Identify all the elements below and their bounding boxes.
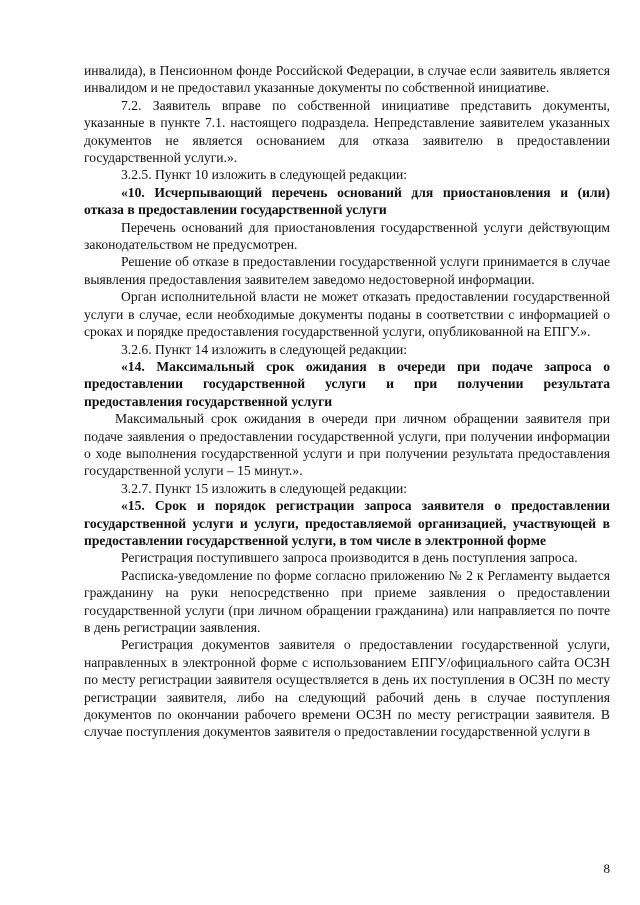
paragraph-electronic-registration: Регистрация документов заявителя о предоставлении государственной услуги, направленных в электронной форме с использованием ЕПГУ/официального сайта ОСЗН по месту регистрации заявителя осуществляется в день их поступления в ОСЗН по месту регистрации заявителя, либо на следующий рабочий день в случае поступления документов по окончании рабочего времени ОСЗН по месту регистрации заявителя. В случае поступления документов заявителя о предоставлении государственной услуги в [84, 637, 610, 740]
paragraph-grounds-suspension: Перечень оснований для приостановления государственной услуги действующим законодательством не предусмотрен. [84, 219, 610, 253]
paragraph-authority-cannot-refuse: Орган исполнительной власти не может отказать предоставлении государственной услуги в случае, если необходимые документы поданы в соответствии с информацией о сроках и порядке предоставления государственной услуги, опубликованной на ЕПГУ.». [84, 289, 610, 340]
paragraph-3-2-6: 3.2.6. Пункт 14 изложить в следующей редакции: [121, 341, 408, 357]
heading-item-10: «10. Исчерпывающий перечень оснований для приостановления и (или) отказа в предоставлении государственной услуги [84, 184, 610, 218]
paragraph-3-2-7: 3.2.7. Пункт 15 изложить в следующей редакции: [121, 480, 408, 496]
paragraph-3-2-5: 3.2.5. Пункт 10 изложить в следующей редакции: [121, 167, 408, 183]
paragraph-refusal-decision: Решение об отказе в предоставлении государственной услуги принимается в случае выявления предоставления заявителем заведомо недостоверной информации. [84, 254, 610, 287]
heading-item-15: «15. Срок и порядок регистрации запроса заявителя о предоставлении государственной услуги и услуги, предоставляемой организацией, участвующей в предоставлении государственной услуги, в том числе в электронной форме [84, 498, 610, 548]
page-number: 8 [603, 860, 610, 876]
heading-item-14: «14. Максимальный срок ожидания в очереди при подаче запроса о предоставлении государственной услуги и при получении результата предоставления государственной услуги [84, 358, 610, 409]
paragraph-continuation: инвалида), в Пенсионном фонде Российской Федерации, в случае если заявитель является инвалидом и не предоставил указанные документы по собственной инициативе. [84, 63, 610, 96]
paragraph-receipt-notice: Расписка-уведомление по форме согласно приложению № 2 к Регламенту выдается гражданину на руки непосредственно при приеме заявления о предоставлении государственной услуги (при личном обращении гражданина) или направляется по почте в день регистрации заявления. [84, 567, 610, 635]
paragraph-7-2: 7.2. Заявитель вправе по собственной инициативе представить документы, указанные в пункте 7.1. настоящего подраздела. Непредставление заявителем указанных документов не является основанием для отказа заявителю в предоставлении государственной услуги.». [84, 97, 610, 166]
paragraph-max-waiting-time: Максимальный срок ожидания в очереди при личном обращении заявителя при подаче заявления о предоставлении государственной услуги, при получении информации о ходе выполнения государственной услуги и при получении результата предоставления государственной услуги – 15 минут.». [84, 411, 610, 479]
paragraph-registration-same-day: Регистрация поступившего запроса производится в день поступления запроса. [121, 550, 578, 566]
